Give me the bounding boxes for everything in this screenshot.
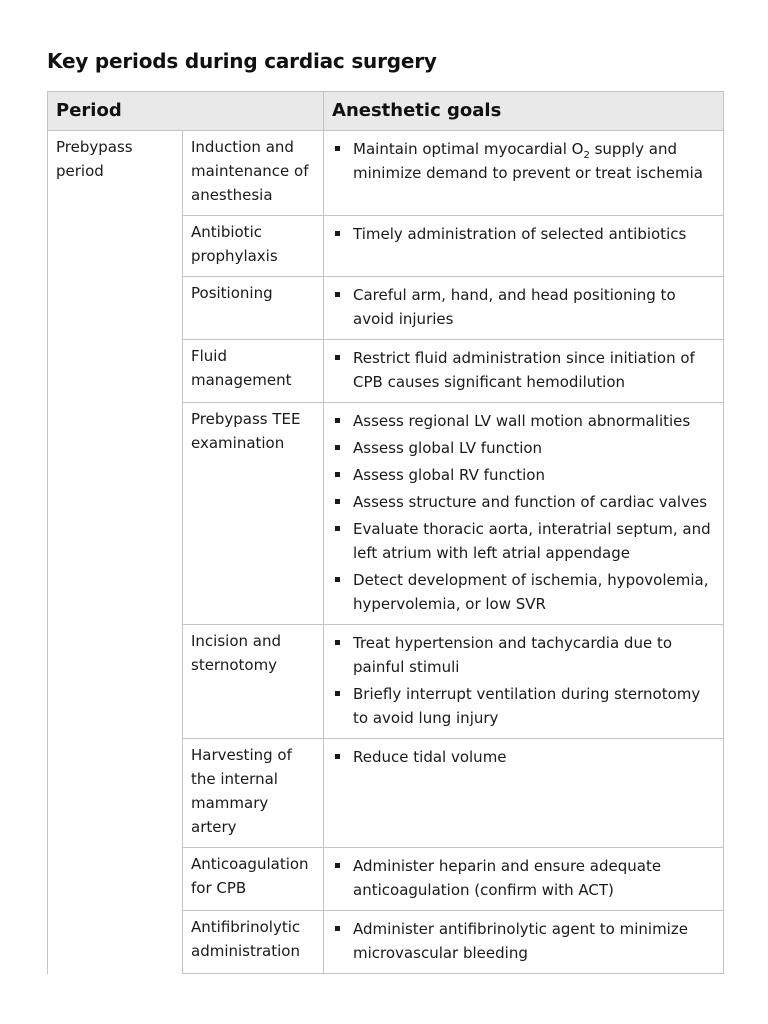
- bullet-icon: [335, 472, 340, 477]
- page-title: Key periods during cardiac surgery: [47, 49, 437, 73]
- goal-text: Careful arm, hand, and head positioning to avoid injuries: [353, 286, 676, 328]
- subperiod-cell: Positioning: [183, 277, 324, 340]
- goal-item: [332, 436, 715, 460]
- goals-cell: [324, 625, 724, 739]
- goal-item: [332, 568, 715, 616]
- goal-item: [332, 222, 715, 246]
- goals-list: [332, 745, 715, 769]
- goal-item: [332, 346, 715, 394]
- goal-item: [332, 631, 715, 679]
- subperiod-cell: Anticoagulation for CPB: [183, 848, 324, 911]
- period-cell: Prebypass period: [48, 131, 183, 974]
- goals-list: [332, 137, 715, 185]
- goal-text: Timely administration of selected antibiotics: [353, 225, 687, 243]
- goal-text: Restrict fluid administration since initiation of CPB causes significant hemodilution: [353, 349, 695, 391]
- subperiod-cell: Antifibrinolytic administration: [183, 911, 324, 974]
- goal-item: [332, 682, 715, 730]
- goals-cell: [324, 277, 724, 340]
- goal-text: Assess structure and function of cardiac valves: [353, 493, 708, 511]
- goals-list: [332, 222, 715, 246]
- bullet-icon: [335, 146, 340, 151]
- goal-text: Administer antifibrinolytic agent to minimize microvascular bleeding: [353, 920, 688, 962]
- header-period: Period: [48, 92, 324, 131]
- table-header-row: [48, 92, 724, 131]
- bullet-icon: [335, 292, 340, 297]
- goals-cell: [324, 216, 724, 277]
- subperiod-cell: Harvesting of the internal mammary artery: [183, 739, 324, 848]
- subperiod-cell: Prebypass TEE examination: [183, 403, 324, 625]
- bullet-icon: [335, 526, 340, 531]
- goal-item: [332, 463, 715, 487]
- goals-cell: [324, 131, 724, 216]
- goals-list: [332, 631, 715, 730]
- bullet-icon: [335, 418, 340, 423]
- goal-item: [332, 917, 715, 965]
- goals-list: [332, 409, 715, 616]
- goal-text: Assess global RV function: [353, 466, 545, 484]
- bullet-icon: [335, 754, 340, 759]
- goals-list: [332, 283, 715, 331]
- subperiod-cell: Antibiotic prophylaxis: [183, 216, 324, 277]
- goals-list: [332, 917, 715, 965]
- goal-item: [332, 137, 715, 185]
- goal-text: Detect development of ischemia, hypovolemia, hypervolemia, or low SVR: [353, 571, 709, 613]
- periods-table: [47, 91, 724, 974]
- goals-cell: [324, 739, 724, 848]
- periods-table-container: [47, 91, 723, 974]
- bullet-icon: [335, 926, 340, 931]
- goal-item: [332, 490, 715, 514]
- goal-text: Treat hypertension and tachycardia due to painful stimuli: [353, 634, 672, 676]
- bullet-icon: [335, 355, 340, 360]
- goals-cell: [324, 340, 724, 403]
- goals-cell: [324, 848, 724, 911]
- goal-text: Reduce tidal volume: [353, 748, 507, 766]
- subperiod-cell: Fluid management: [183, 340, 324, 403]
- goal-item: [332, 854, 715, 902]
- goal-item: [332, 283, 715, 331]
- goal-item: [332, 745, 715, 769]
- bullet-icon: [335, 499, 340, 504]
- goal-text: Administer heparin and ensure adequate anticoagulation (confirm with ACT): [353, 857, 662, 899]
- bullet-icon: [335, 231, 340, 236]
- goal-text: Assess global LV function: [353, 439, 543, 457]
- goals-list: [332, 346, 715, 394]
- goal-item: [332, 517, 715, 565]
- goal-text: Assess regional LV wall motion abnormalities: [353, 412, 691, 430]
- goal-item: [332, 409, 715, 433]
- bullet-icon: [335, 577, 340, 582]
- goals-list: [332, 854, 715, 902]
- table-row: [48, 131, 724, 216]
- table-body: [48, 131, 724, 974]
- goal-text: Evaluate thoracic aorta, interatrial septum, and left atrium with left atrial appendage: [353, 520, 711, 562]
- bullet-icon: [335, 863, 340, 868]
- bullet-icon: [335, 445, 340, 450]
- goals-cell: [324, 911, 724, 974]
- bullet-icon: [335, 640, 340, 645]
- header-anesthetic-goals: Anesthetic goals: [324, 92, 724, 131]
- goals-cell: [324, 403, 724, 625]
- goal-text: Briefly interrupt ventilation during sternotomy to avoid lung injury: [353, 685, 701, 727]
- subperiod-cell: Induction and maintenance of anesthesia: [183, 131, 324, 216]
- bullet-icon: [335, 691, 340, 696]
- subperiod-cell: Incision and sternotomy: [183, 625, 324, 739]
- goal-text: Maintain optimal myocardial $O_2$ supply and minimize demand to prevent or treat ischemia: [353, 140, 703, 182]
